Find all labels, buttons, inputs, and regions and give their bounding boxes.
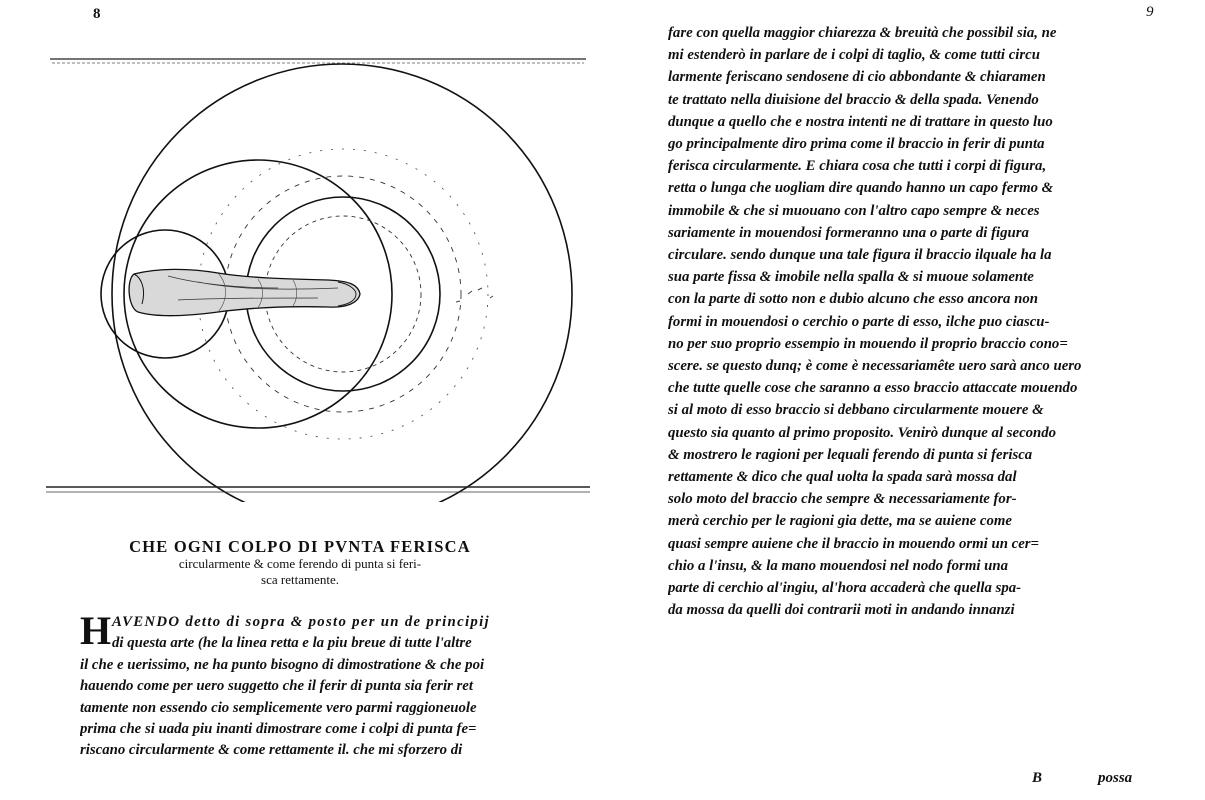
text-line: sua parte fissa & imobile nella spalla & si muoue solamente [668,269,1034,286]
catchword: possa [1098,770,1133,786]
right-page-number: 9 [1146,4,1154,20]
text-line: sariamente in mouendosi formeranno una o parte di figura [668,224,1029,241]
text-line: il che e uerissimo, ne ha punto bisogno di dimostratione & che poi [80,656,485,673]
text-line: go principalmente diro prima come il braccio in ferir di punta [668,136,1045,153]
text-line: formi in mouendosi o cerchio o parte di esso, ilche puo ciascu- [668,313,1050,330]
text-line: dunque a quello che e nostra intenti ne di trattare in questo luo [668,113,1053,130]
left-body-text [80,608,585,762]
text-line: chio a l'insu, & la mano mouendosi nel nodo formi una [668,557,1008,574]
arm-circles-woodcut-icon [38,32,598,502]
text-line: hauendo come per uero suggetto che il ferir di punta sia ferir ret [80,678,473,695]
right-page [600,0,1205,800]
text-line: & mostrero le ragioni per lequali ferendo di punta si ferisca [668,446,1033,463]
text-line: ferisca circularmente. E chiara cosa che tutti i corpi di figura, [668,158,1047,175]
text-line: di questa arte (he la linea retta e la piu breue di tutte l'altre [112,635,472,652]
text-line: con la parte di sotto non e dubio alcuno che esso ancora non [668,291,1038,308]
drop-cap: H [80,608,112,653]
text-line: AVENDO detto di sopra & posto per un de principij [112,614,490,630]
text-line: questo sia quanto al primo proposito. Venirò dunque al secondo [668,424,1057,441]
text-line: riscano circularmente & come rettamente il. che mi sforzero di [80,742,463,759]
chapter-subtitle-line-1: circularmente & come ferendo di punta si feri- [178,556,422,571]
text-line: retta o lunga che uogliam dire quando hanno un capo fermo & [668,180,1054,197]
text-line: larmente feriscano sendosene di cio abbondante & chiaramen [668,69,1046,86]
chapter-subtitle-line-2: sca rettamente. [261,572,339,587]
signature-mark: B [1032,770,1043,786]
chapter-title: CHE OGNI COLPO DI PVNTA FERISCA [129,537,471,556]
text-line: circulare. sendo dunque una tale figura il braccio ilquale ha la [668,247,1052,264]
text-line: quasi sempre auiene che il braccio in mouendo ormi un cer= [668,535,1039,552]
text-line: tamente non essendo cio semplicemente vero parmi raggioneuole [80,699,477,716]
text-line: prima che si uada piu inanti dimostrare come i colpi di punta fe= [80,721,477,738]
text-line: si al moto di esso braccio si debbano circularmente mouere & [668,402,1044,419]
text-line: fare con quella maggior chiarezza & breuità che possibil sia, ne [668,25,1057,41]
text-line: parte di cerchio al'ingiu, al'hora accaderà che quella spa- [668,580,1022,597]
text-line: immobile & che si muouano con l'altro capo sempre & neces [668,202,1040,219]
text-line: no per suo proprio essempio in mouendo il proprio braccio cono= [668,335,1068,352]
text-line: merà cerchio per le ragioni gia dette, ma se auiene come [668,513,1012,530]
right-body-text [668,22,1193,621]
text-line: da mossa da quelli doi contrarii moti in andando innanzi [668,602,1015,619]
text-line: te trattato nella diuisione del braccio & della spada. Venendo [668,91,1039,108]
text-line: mi estenderò in parlare de i colpi di taglio, & come tutti circu [668,47,1040,64]
text-line: scere. se questo dunq; è come è necessariamête uero sarà anco uero [668,358,1082,375]
left-page-number: 8 [93,6,101,22]
text-line: che tutte quelle cose che saranno a esso braccio attaccate mouendo [668,380,1078,397]
left-page [0,0,600,800]
text-line: solo moto del braccio che sempre & necessariamente for- [668,491,1017,508]
text-line: rettamente & dico che qual uolta la spada sarà mossa dal [668,469,1017,486]
